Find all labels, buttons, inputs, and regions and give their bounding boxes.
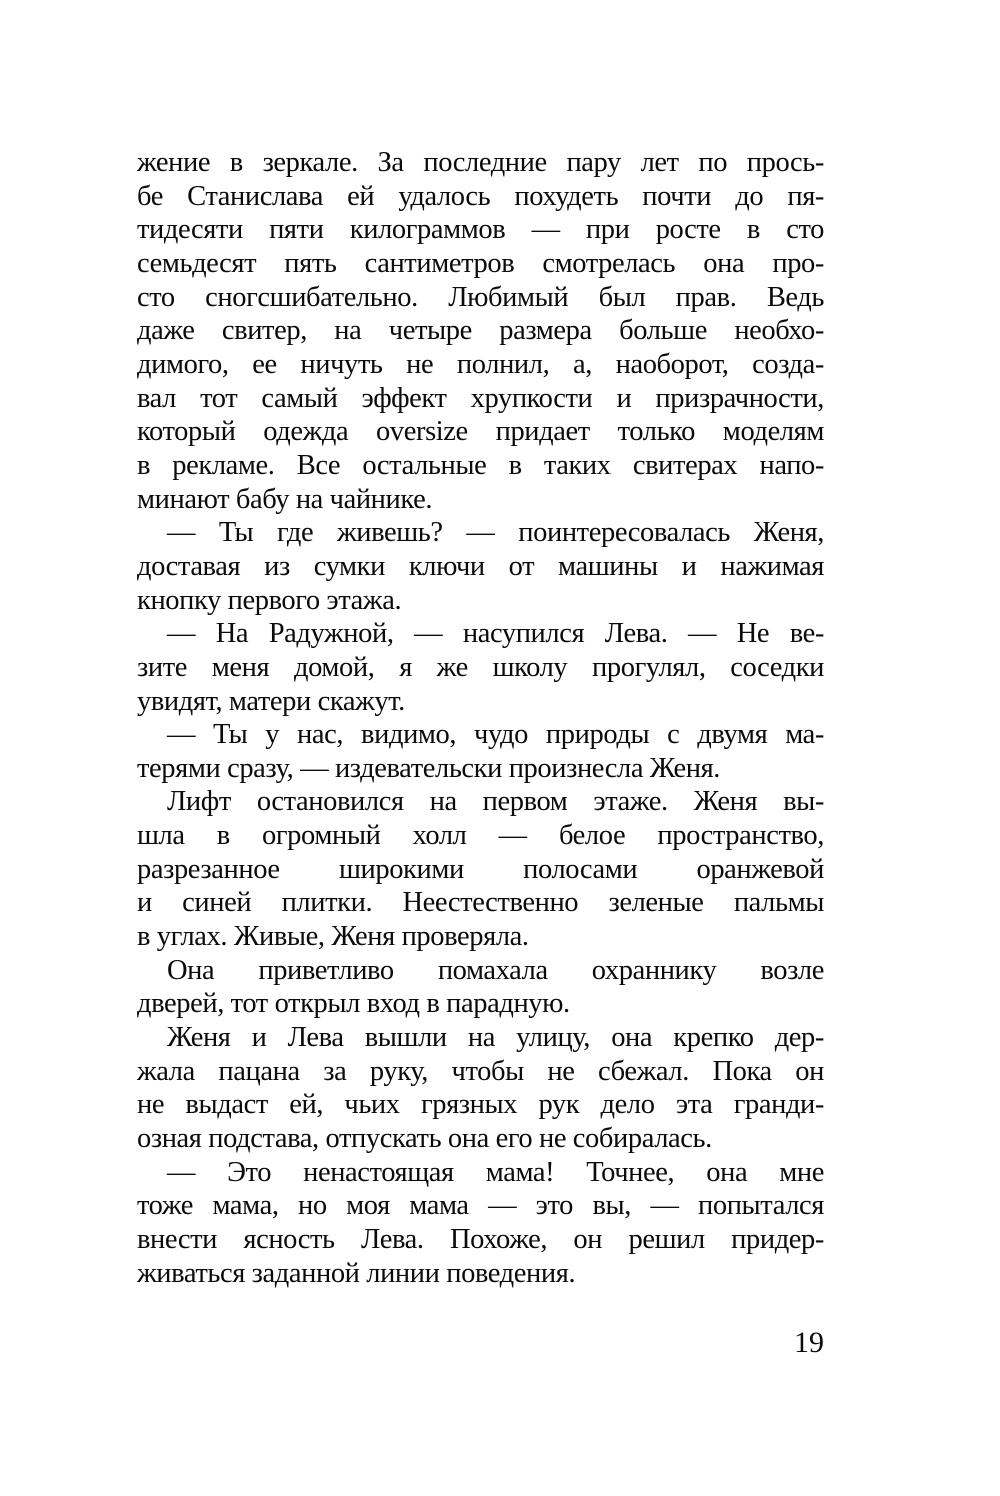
- text-line: зите меня домой, я же школу прогулял, соседки: [137, 651, 824, 683]
- text-line: димого, ее ничуть не полнил, а, наоборот, созда-: [137, 348, 824, 380]
- text-line: который одежда oversize придает только моделям: [137, 416, 824, 448]
- text-line: дверей, тот открыл вход в парадную.: [137, 988, 570, 1020]
- text-line: тоже мама, но моя мама — это вы, — попытался: [137, 1190, 824, 1222]
- text-line: Лифт остановился на первом этаже. Женя вы-: [167, 786, 824, 818]
- text-line: — На Радужной, — насупился Лева. — Не ве-: [167, 618, 824, 650]
- text-line: тидесяти пяти килограммов — при росте в сто: [137, 214, 824, 246]
- paragraph: [137, 617, 824, 718]
- text-line: в рекламе. Все остальные в таких свитерах напо-: [137, 449, 824, 481]
- page-number: 19: [794, 1326, 824, 1359]
- text-block: [137, 146, 824, 1290]
- paragraph: [137, 1021, 824, 1156]
- text-line: жение в зеркале. За последние пару лет по прось-: [137, 147, 824, 178]
- text-line: минают бабу на чайнике.: [137, 483, 433, 515]
- text-line: жала пацана за руку, чтобы не сбежал. Пока он: [137, 1055, 824, 1087]
- text-line: — Это ненастоящая мама! Точнее, она мне: [167, 1156, 824, 1188]
- paragraph: [137, 785, 824, 953]
- text-line: в углах. Живые, Женя проверяла.: [137, 921, 529, 953]
- text-line: живаться заданной линии поведения.: [137, 1257, 576, 1289]
- text-line: сто сногсшибательно. Любимый был прав. Ведь: [137, 281, 824, 313]
- text-line: — Ты где живешь? — поинтересовалась Женя,: [167, 517, 824, 549]
- text-line: семьдесят пять сантиметров смотрелась она про-: [137, 247, 824, 279]
- text-line: внести ясность Лева. Похоже, он решил придер-: [137, 1224, 824, 1255]
- text-line: Она приветливо помахала охраннику возле: [167, 954, 824, 986]
- paragraph: [137, 718, 824, 785]
- paragraph: [137, 954, 824, 1021]
- text-line: увидят, матери скажут.: [137, 685, 405, 717]
- text-line: кнопку первого этажа.: [137, 584, 402, 616]
- text-line: терями сразу, — издевательски произнесла Женя.: [137, 752, 721, 784]
- text-line: шла в огромный холл — белое пространство,: [137, 820, 824, 852]
- text-line: и синей плитки. Неестественно зеленые пальмы: [137, 887, 824, 919]
- text-line: разрезанное широкими полосами оранжевой: [137, 853, 824, 885]
- text-line: бе Станислава ей удалось похудеть почти до пя-: [137, 180, 824, 212]
- text-line: вал тот самый эффект хрупкости и призрачности,: [137, 382, 824, 414]
- paragraph: [137, 146, 824, 516]
- text-line: Женя и Лева вышли на улицу, она крепко дер-: [167, 1022, 824, 1054]
- text-line: даже свитер, на четыре размера больше необхо-: [137, 315, 824, 347]
- text-line: озная подстава, отпускать она его не собиралась.: [137, 1123, 712, 1155]
- text-line: доставая из сумки ключи от машины и нажимая: [137, 550, 824, 582]
- paragraph: [137, 516, 824, 617]
- text-line: не выдаст ей, чьих грязных рук дело эта гранди-: [137, 1089, 824, 1121]
- paragraph: [137, 1156, 824, 1291]
- text-line: — Ты у нас, видимо, чудо природы с двумя ма-: [167, 719, 824, 751]
